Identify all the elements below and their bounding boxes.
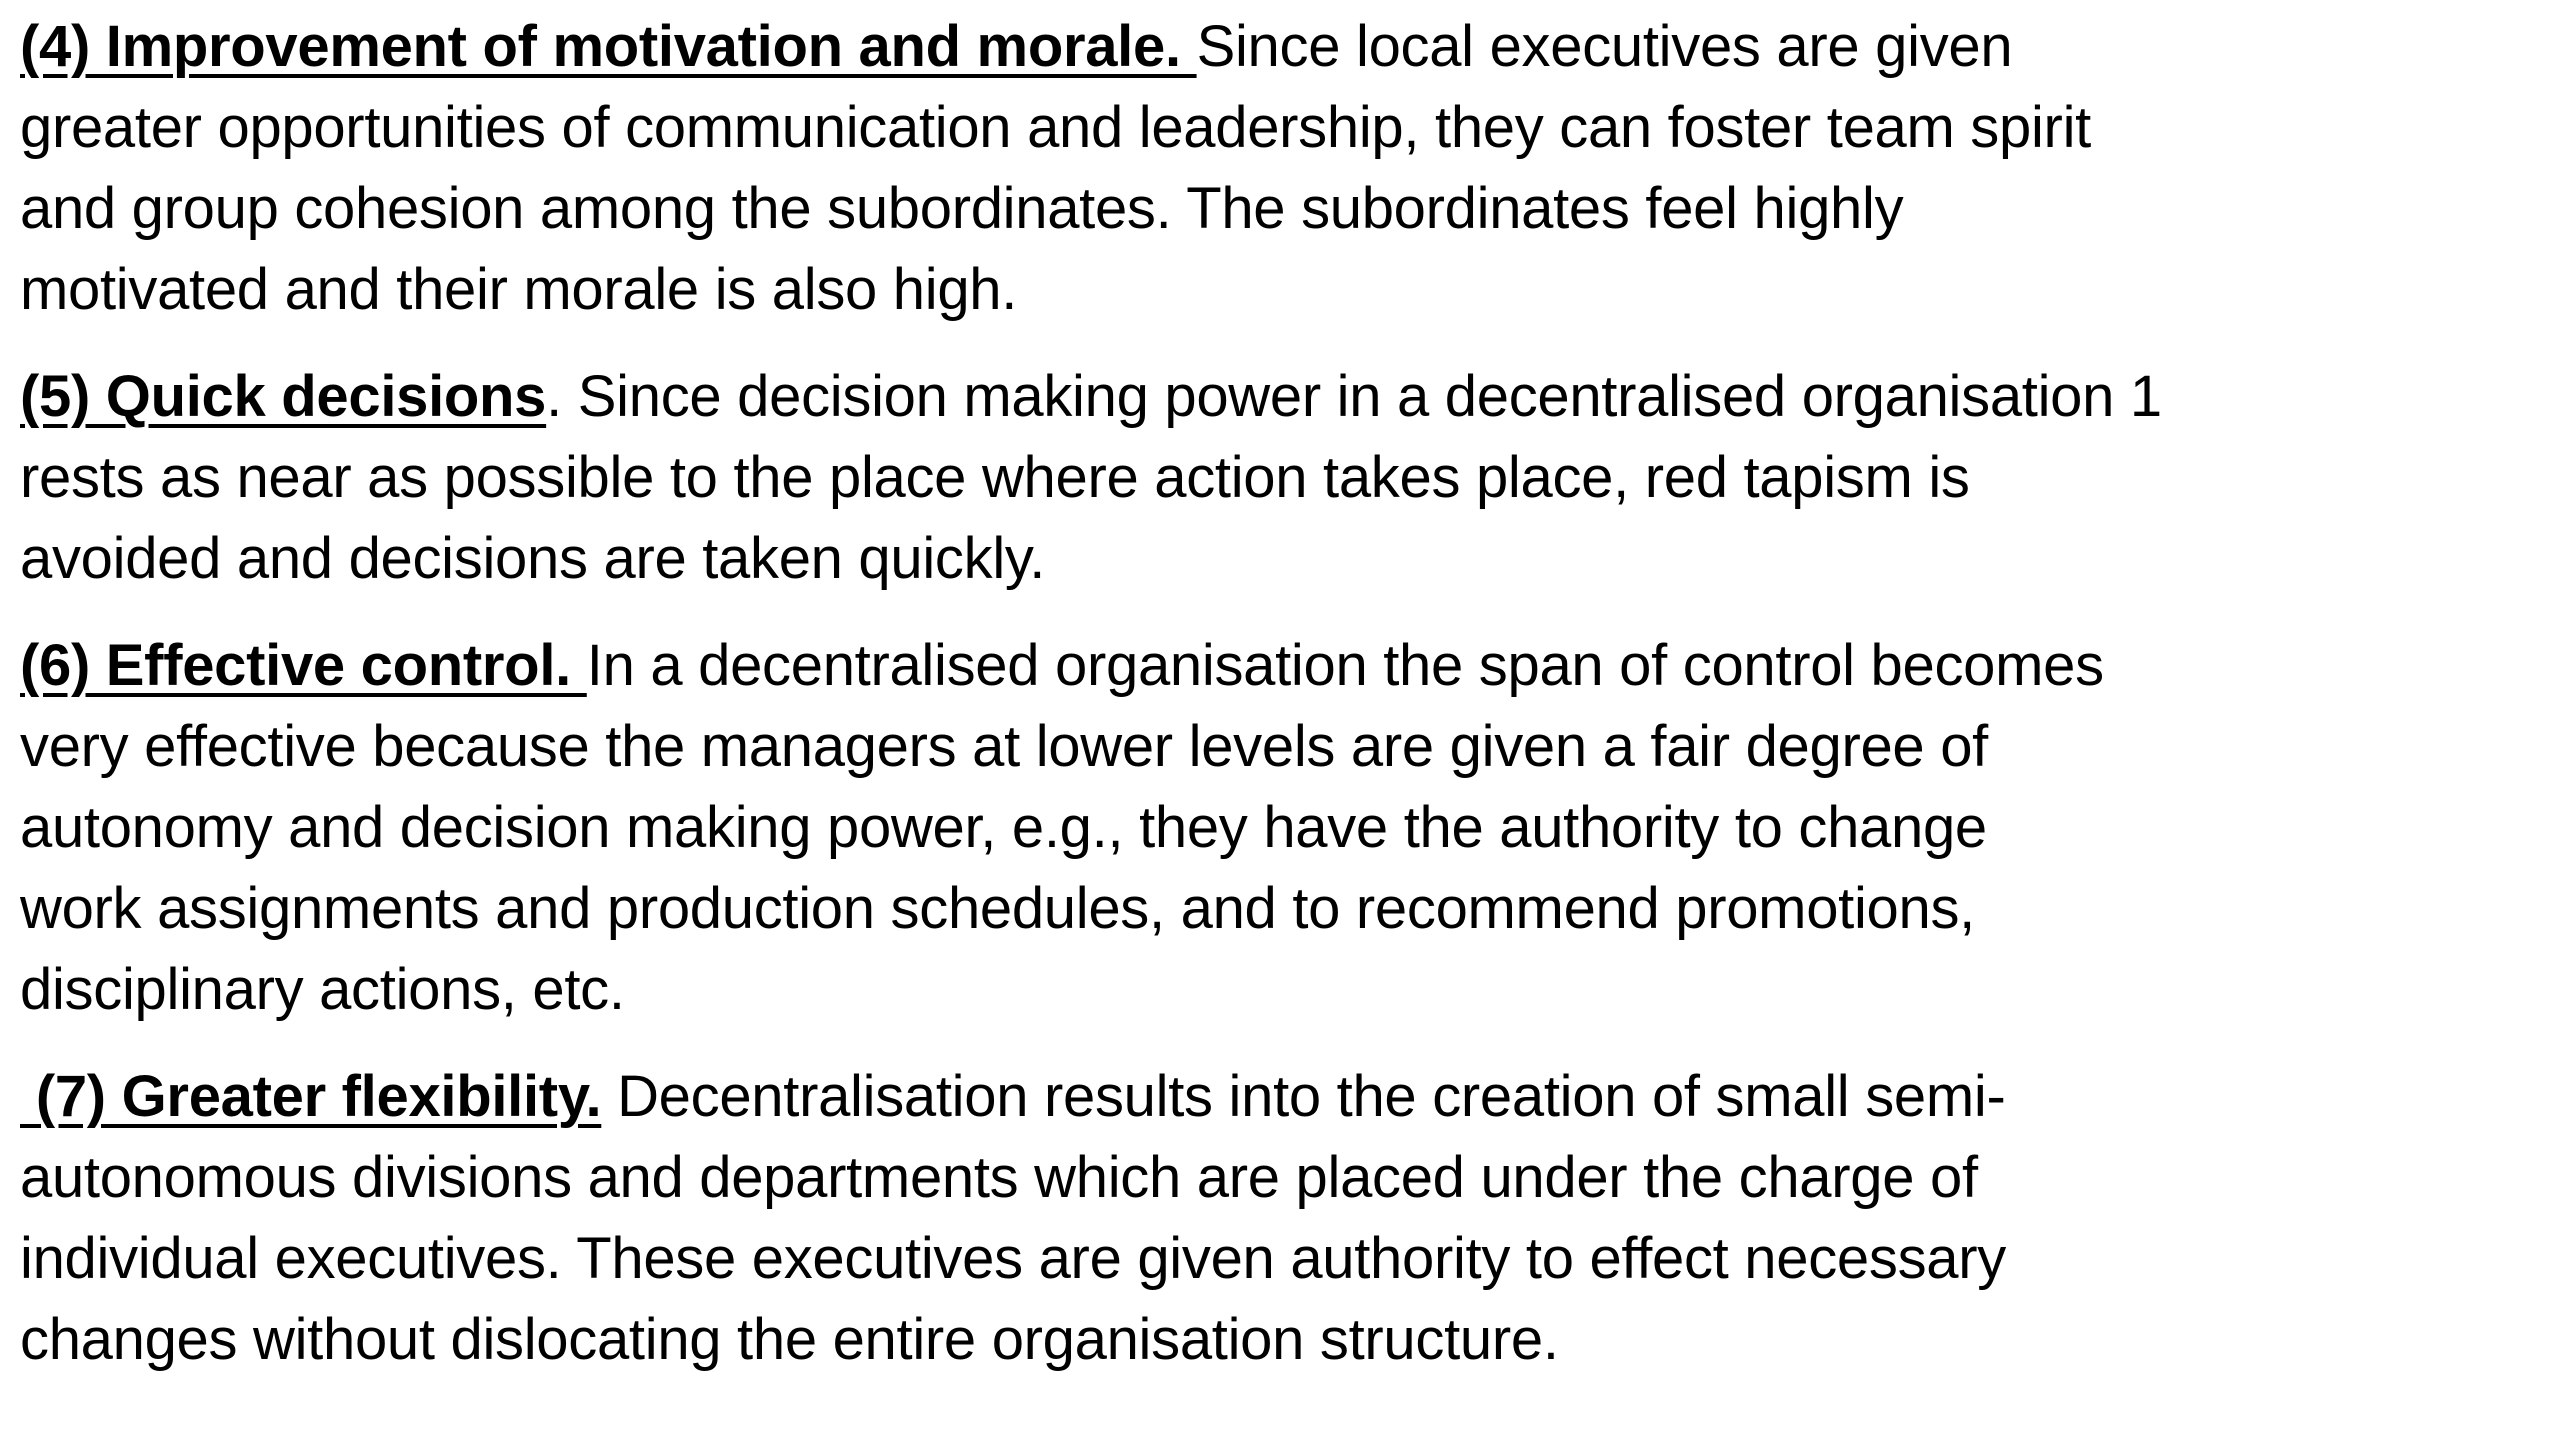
paragraph-text: Decentralisation results into the creation of small semi- bbox=[601, 1064, 2006, 1129]
paragraph-line: rests as near as possible to the place where action takes place, red tapism is bbox=[20, 445, 1970, 510]
paragraph-line: autonomous divisions and departments which are placed under the charge of bbox=[20, 1145, 1978, 1210]
point-4-paragraph bbox=[20, 6, 2560, 330]
paragraph-line: and group cohesion among the subordinates. The subordinates feel highly bbox=[20, 176, 1904, 241]
point-4-heading: (4) Improvement of motivation and morale. bbox=[20, 14, 1197, 79]
point-5-paragraph bbox=[20, 356, 2560, 599]
paragraph-text: Since local executives are given bbox=[1196, 14, 2013, 79]
point-5-heading: (5) Quick decisions bbox=[20, 364, 547, 429]
paragraph-line: work assignments and production schedules, and to recommend promotions, bbox=[20, 876, 1975, 941]
paragraph-text: In a decentralised organisation the span of control becomes bbox=[586, 633, 2104, 698]
paragraph-line: disciplinary actions, etc. bbox=[20, 957, 625, 1022]
paragraph-line: greater opportunities of communication and leadership, they can foster team spirit bbox=[20, 95, 2091, 160]
paragraph-line bbox=[20, 6, 2560, 87]
paragraph-line: changes without dislocating the entire organisation structure. bbox=[20, 1307, 1559, 1372]
paragraph-line bbox=[20, 1056, 2560, 1137]
paragraph-line: individual executives. These executives are given authority to effect necessary bbox=[20, 1226, 2006, 1291]
paragraph-line bbox=[20, 625, 2560, 706]
paragraph-line bbox=[20, 356, 2560, 437]
paragraph-text: . Since decision making power in a decentralised organisation 1 bbox=[546, 364, 2162, 429]
paragraph-line: very effective because the managers at lower levels are given a fair degree of bbox=[20, 714, 1988, 779]
point-6-paragraph bbox=[20, 625, 2560, 1030]
point-6-heading: (6) Effective control. bbox=[20, 633, 587, 698]
point-7-paragraph bbox=[20, 1056, 2560, 1380]
paragraph-line: motivated and their morale is also high. bbox=[20, 257, 1018, 322]
point-7-heading: (7) Greater flexibility. bbox=[20, 1064, 602, 1129]
paragraph-line: avoided and decisions are taken quickly. bbox=[20, 526, 1046, 591]
paragraph-line: autonomy and decision making power, e.g., they have the authority to change bbox=[20, 795, 1987, 860]
